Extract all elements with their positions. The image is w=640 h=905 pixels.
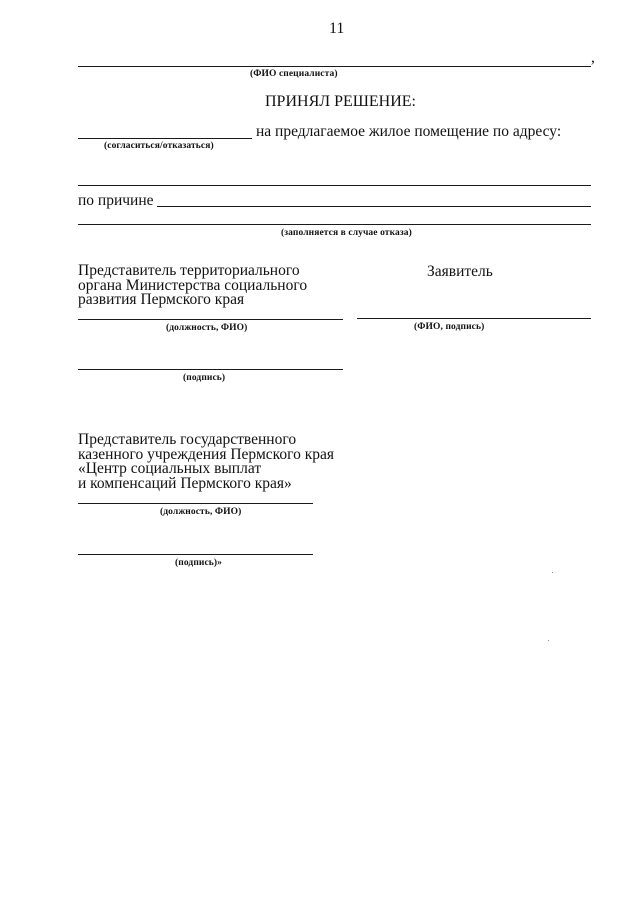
territorial-rep-position-line[interactable]	[78, 319, 343, 320]
specialist-name-caption: (ФИО специалиста)	[250, 69, 338, 79]
page-number: 11	[329, 20, 345, 37]
institution-rep-signature-caption: (подпись)»	[175, 558, 223, 568]
reason-label: по причине	[78, 192, 154, 209]
decision-heading: ПРИНЯЛ РЕШЕНИЕ:	[265, 93, 416, 110]
institution-rep-line-3: «Центр социальных выплат	[78, 460, 262, 477]
territorial-rep-signature-line[interactable]	[78, 369, 343, 370]
territorial-rep-line-3: развития Пермского края	[78, 291, 245, 308]
applicant-label: Заявитель	[427, 263, 493, 280]
address-line[interactable]	[78, 185, 591, 186]
address-text: на предлагаемое жилое помещение по адресу:	[256, 123, 562, 140]
specialist-name-line[interactable]	[78, 66, 591, 67]
reason-caption: (заполняется в случае отказа)	[281, 228, 412, 238]
agree-refuse-caption: (согласиться/отказаться)	[104, 141, 214, 151]
applicant-caption: (ФИО, подпись)	[414, 322, 485, 332]
territorial-rep-line-2: органа Министерства социального	[78, 276, 308, 294]
agree-refuse-line[interactable]	[78, 138, 252, 139]
scan-speck	[552, 572, 553, 573]
institution-rep-position-caption: (должность, ФИО)	[160, 507, 242, 517]
territorial-rep-title	[78, 264, 307, 308]
institution-rep-position-line[interactable]	[78, 503, 313, 504]
institution-rep-line-2: казенного учреждения Пермского края	[78, 445, 335, 463]
reason-line-2[interactable]	[78, 224, 591, 225]
scan-speck	[548, 640, 549, 641]
institution-rep-line-4: и компенсаций Пермского края»	[78, 474, 292, 492]
institution-rep-title	[78, 433, 334, 491]
territorial-rep-line-1: Представитель территориального	[78, 262, 300, 279]
reason-line[interactable]	[157, 206, 591, 207]
institution-rep-line-1: Представитель государственного	[78, 431, 297, 448]
institution-rep-signature-line[interactable]	[78, 554, 313, 555]
territorial-rep-signature-caption: (подпись)	[183, 373, 226, 383]
territorial-rep-position-caption: (должность, ФИО)	[166, 323, 248, 333]
applicant-signature-line[interactable]	[357, 318, 591, 319]
specialist-trailing-comma: ,	[591, 49, 595, 66]
